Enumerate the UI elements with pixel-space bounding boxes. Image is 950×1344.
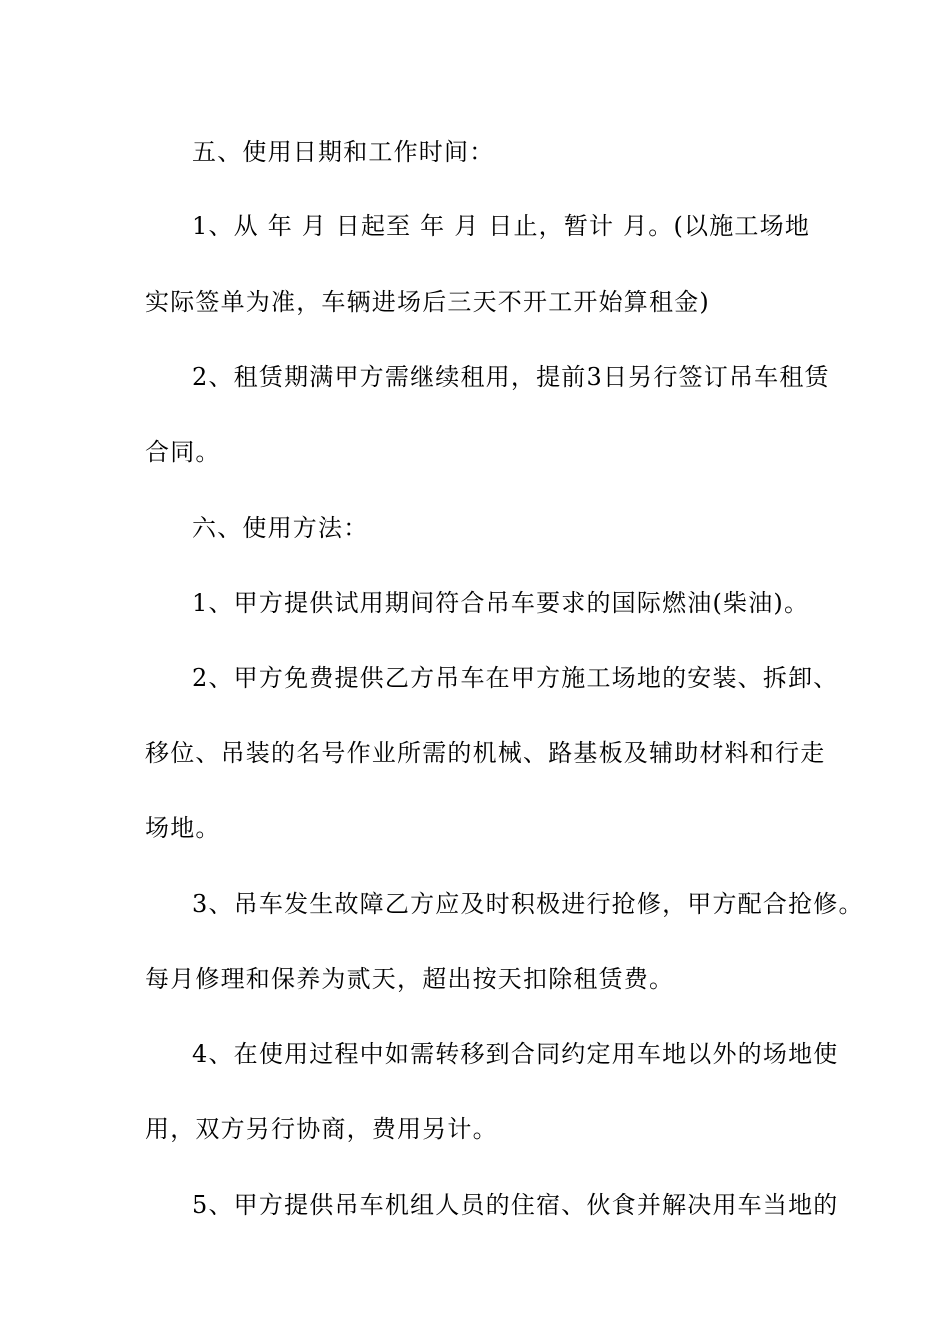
paragraph-line: 每月修理和保养为贰天，超出按天扣除租赁费。 [145,965,675,993]
paragraph-line: 合同。 [145,438,221,466]
paragraph-line: 1、甲方提供试用期间符合吊车要求的国际燃油(柴油)。 [192,589,810,617]
paragraph-line: 用，双方另行协商，费用另计。 [145,1115,498,1143]
paragraph-line: 场地。 [145,814,221,842]
paragraph-line: 2、甲方免费提供乙方吊车在甲方施工场地的安装、拆卸、 [192,664,839,692]
paragraph-line: 1、从 年 月 日起至 年 月 日止，暂计 月。(以施工场地 [192,212,811,240]
paragraph-line: 4、在使用过程中如需转移到合同约定用车地以外的场地使 [192,1040,839,1068]
paragraph-line: 实际签单为准，车辆进场后三天不开工开始算租金) [145,288,710,316]
paragraph-line: 移位、吊装的名号作业所需的机械、路基板及辅助材料和行走 [145,739,826,767]
paragraph-line: 3、吊车发生故障乙方应及时积极进行抢修，甲方配合抢修。 [192,890,864,918]
section-heading-5: 五、使用日期和工作时间： [192,138,495,166]
section-heading-6: 六、使用方法： [192,514,369,542]
paragraph-line: 5、甲方提供吊车机组人员的住宿、伙食并解决用车当地的 [192,1191,839,1219]
paragraph-line: 2、租赁期满甲方需继续租用，提前3日另行签订吊车租赁 [192,363,830,391]
